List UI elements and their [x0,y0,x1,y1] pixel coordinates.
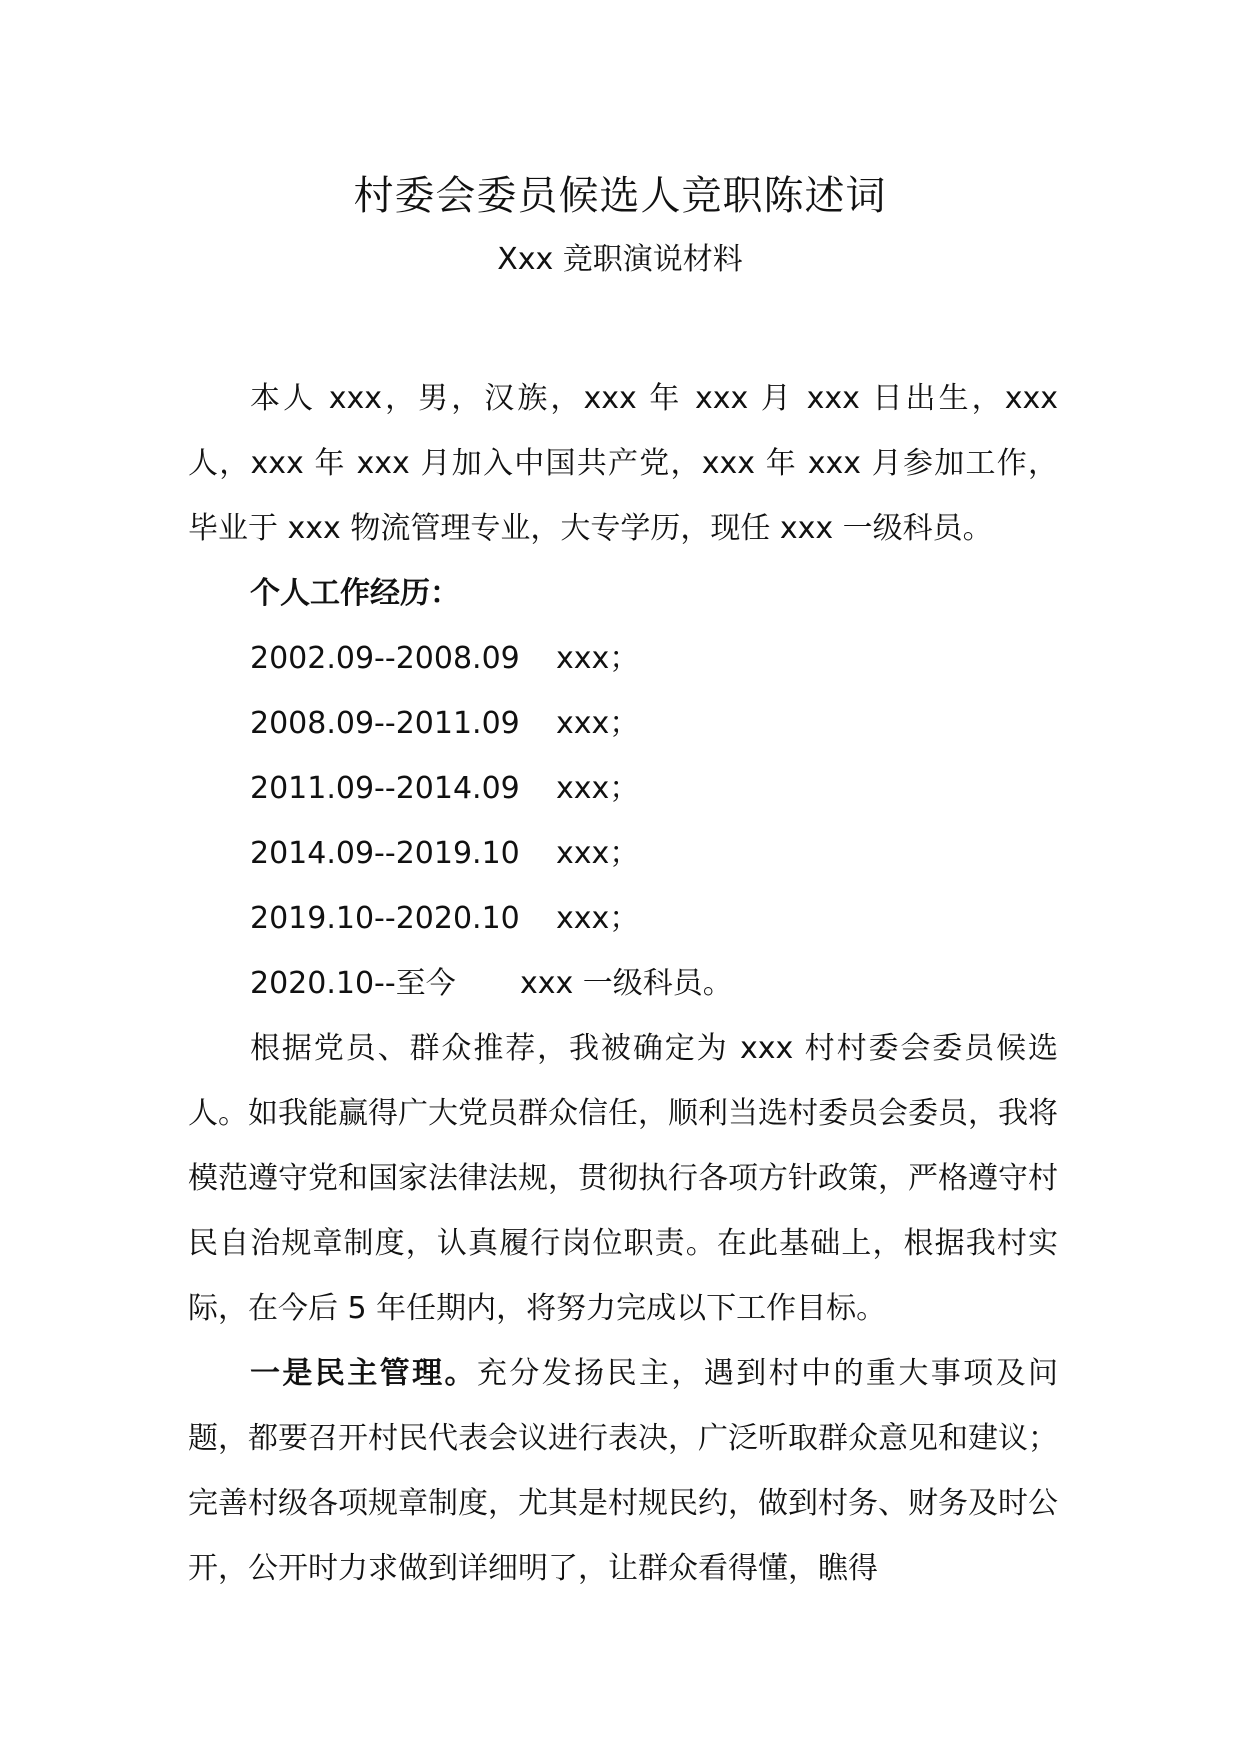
experience-org: xxx； [556,836,640,871]
experience-org: xxx； [556,901,640,936]
experience-item [188,626,1058,691]
experience-item [188,821,1058,886]
experience-period: 2019.10--2020.10 [250,901,520,936]
experience-period: 2014.09--2019.10 [250,836,520,871]
experience-item [188,691,1058,756]
experience-period: 2011.09--2014.09 [250,771,520,806]
document-subtitle: Xxx 竞职演说材料 [497,242,743,277]
statement-paragraph: 根据党员、群众推荐，我被确定为 xxx 村村委会委员候选人。如我能赢得广大党员群众信任，顺利当选村委员会委员，我将模范遵守党和国家法律法规，贯彻执行各项方针政策，严格遵守村民自治规章制度，认真履行岗位职责。在此基础上，根据我村实际，在今后 5 年任期内，将努力完成以下工作目标。 [188,1031,1058,1326]
experience-item [188,886,1058,951]
experience-org: xxx； [556,771,640,806]
experience-heading: 个人工作经历： [250,576,460,611]
goal-lead: 一是民主管理。 [250,1356,477,1391]
experience-period: 2020.10--至今 [250,966,456,1001]
experience-org: xxx； [556,706,640,741]
experience-org: xxx 一级科员。 [520,966,733,1001]
experience-period: 2002.09--2008.09 [250,641,520,676]
document-title: 村委会委员候选人竞职陈述词 [353,173,887,219]
experience-item [188,951,1058,1016]
experience-item [188,756,1058,821]
experience-period: 2008.09--2011.09 [250,706,520,741]
experience-org: xxx； [556,641,640,676]
intro-paragraph: 本人 xxx，男，汉族，xxx 年 xxx 月 xxx 日出生，xxx 人，xxx 年 xxx 月加入中国共产党，xxx 年 xxx 月参加工作，毕业于 xxx 物流管理专业，大专学历，现任 xxx 一级科员。 [188,381,1058,546]
goal-paragraph [188,1341,1058,1601]
goal-text: 充分发扬民主，遇到村中的重大事项及问题，都要召开村民代表会议进行表决，广泛听取群众意见和建议；完善村级各项规章制度，尤其是村规民约，做到村务、财务及时公开，公开时力求做到详细明了，让群众看得懂，瞧得 [188,1356,1059,1586]
document-body [188,366,1058,1601]
